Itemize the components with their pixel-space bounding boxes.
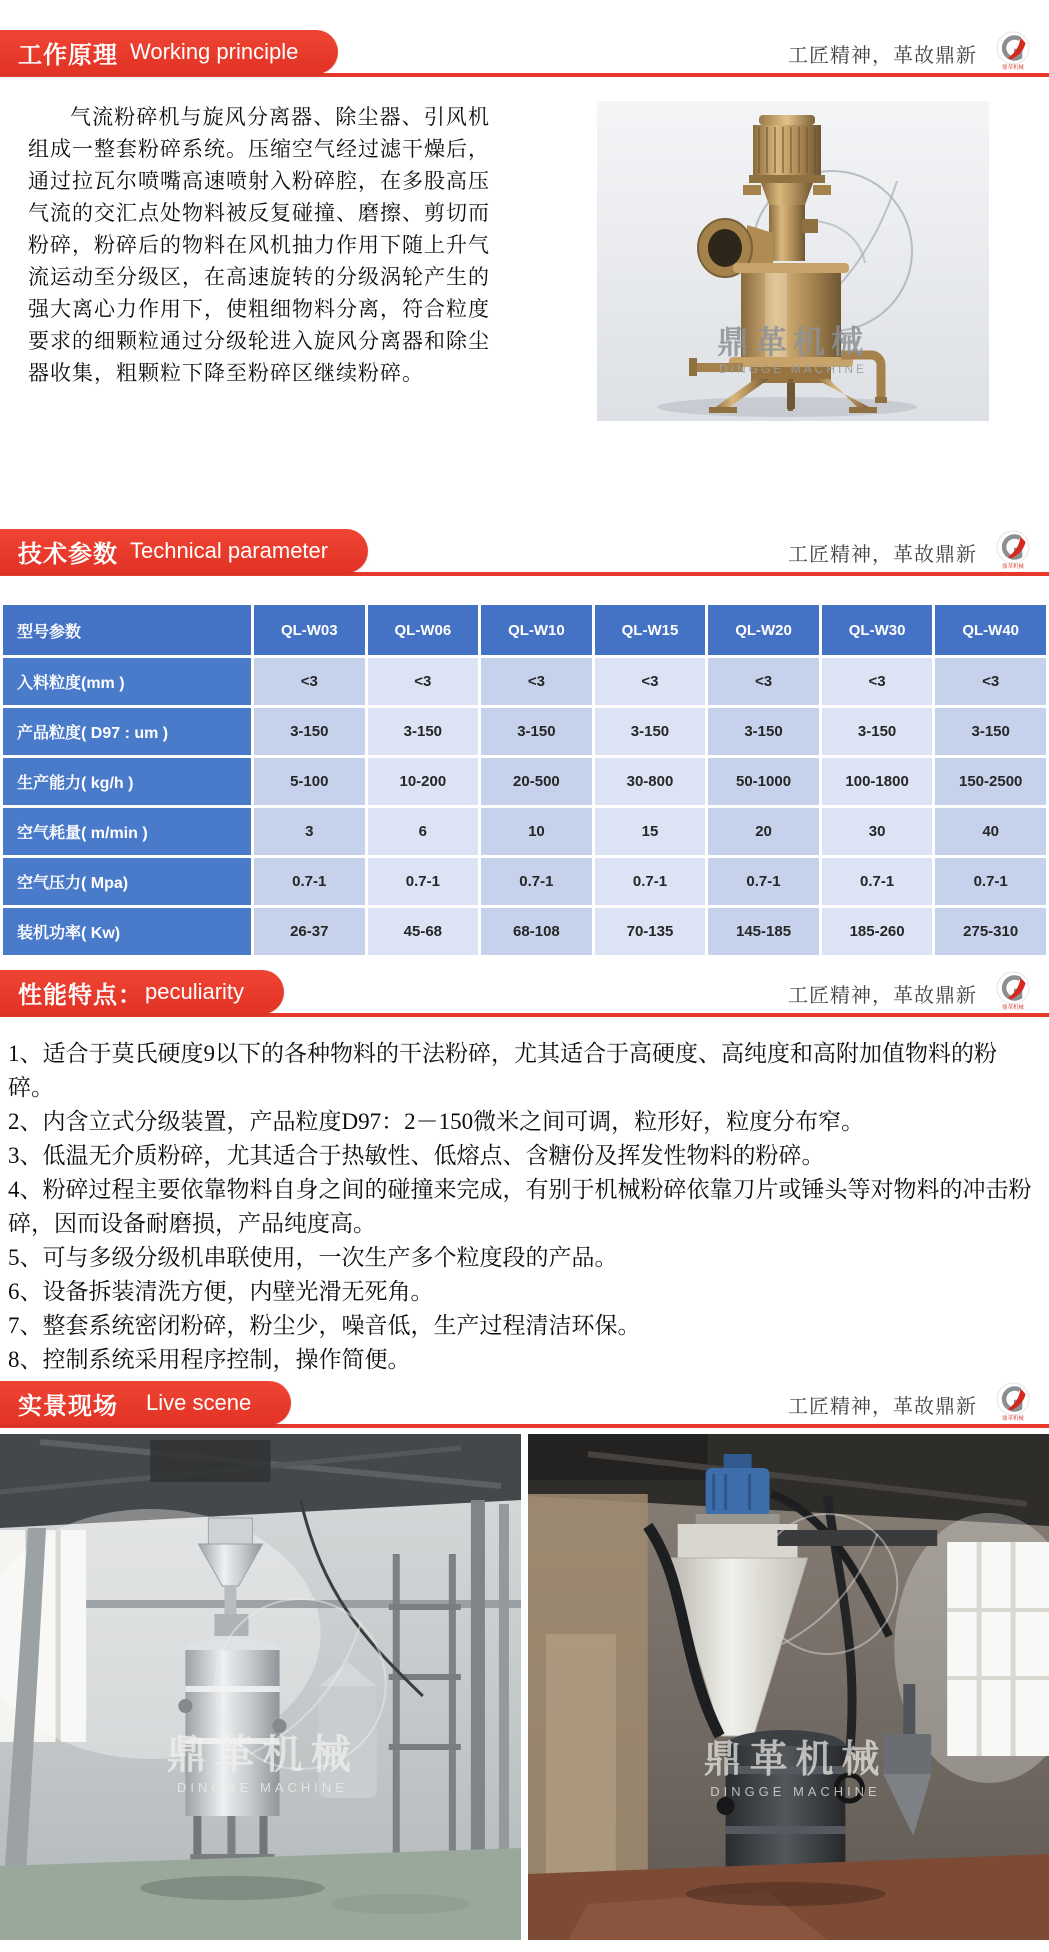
param-value-cell: 45-68	[368, 908, 479, 955]
live-scene-photo-left	[0, 1434, 521, 1940]
section-header-technical-parameter	[0, 529, 1049, 576]
factory-photo-left	[0, 1434, 521, 1940]
param-value-cell: 0.7-1	[822, 858, 933, 905]
param-value-cell: 30-800	[595, 758, 706, 805]
technical-parameter-ribbon	[0, 529, 368, 573]
brand-logo-caption: 鼎革机械	[1002, 65, 1024, 71]
param-value-cell: 40	[935, 808, 1046, 855]
brand-logo-caption: 鼎革机械	[1002, 1416, 1024, 1422]
peculiarity-ribbon	[0, 970, 284, 1014]
brand-slogan: 工匠精神，革故鼎新	[788, 1396, 977, 1418]
param-value-cell: 275-310	[935, 908, 1046, 955]
param-row-label: 装机功率( Kw)	[3, 908, 251, 955]
model-column-header: QL-W30	[822, 605, 933, 655]
brand-logo-icon	[996, 31, 1030, 65]
live-scene-title-en: Live scene	[146, 1390, 252, 1415]
param-value-cell: 3-150	[254, 708, 365, 755]
brand-slogan: 工匠精神，革故鼎新	[788, 544, 977, 566]
brand-logo-icon	[996, 1382, 1030, 1416]
param-value-cell: 20	[708, 808, 819, 855]
feature-item: 2、内含立式分级装置，产品粒度D97：2－150微米之间可调，粒形好，粒度分布窄。	[8, 1109, 865, 1134]
feature-list	[8, 1037, 1041, 1377]
feature-item: 5、可与多级分级机串联使用，一次生产多个粒度段的产品。	[8, 1245, 618, 1270]
param-table-row	[3, 658, 1046, 705]
param-value-cell: 0.7-1	[254, 858, 365, 905]
peculiarity-title-cn: 性能特点：	[18, 981, 143, 1009]
param-value-cell: 100-1800	[822, 758, 933, 805]
model-column-header: QL-W20	[708, 605, 819, 655]
photo-watermark-en: DINGGE MACHINE	[176, 1780, 349, 1795]
live-scene-title-cn: 实景现场	[18, 1392, 118, 1420]
section-header-live-scene	[0, 1381, 1049, 1428]
param-table-row	[3, 908, 1046, 955]
product-watermark-cn: 鼎革机械	[716, 324, 870, 360]
param-value-cell: 0.7-1	[481, 858, 592, 905]
param-value-cell: 3-150	[595, 708, 706, 755]
technical-parameter-title-cn: 技术参数	[18, 540, 118, 568]
param-value-cell: 3-150	[368, 708, 479, 755]
working-principle-title-cn: 工作原理	[18, 41, 118, 69]
brand-logo	[991, 530, 1035, 570]
photo-watermark-cn: 鼎革机械	[703, 1738, 888, 1782]
param-row-label: 生产能力( kg/h )	[3, 758, 251, 805]
working-principle-section	[0, 101, 1049, 423]
brand-logo-icon	[996, 530, 1030, 564]
param-table-head	[3, 605, 1046, 655]
param-value-cell: <3	[935, 658, 1046, 705]
param-value-cell: 10	[481, 808, 592, 855]
param-value-cell: 6	[368, 808, 479, 855]
param-row-label: 空气压力( Mpa)	[3, 858, 251, 905]
param-value-cell: <3	[368, 658, 479, 705]
param-value-cell: 0.7-1	[708, 858, 819, 905]
param-table-header-row	[3, 605, 1046, 655]
param-value-cell: 70-135	[595, 908, 706, 955]
jet-mill-render	[597, 101, 989, 421]
section-header-working-principle	[0, 30, 1049, 77]
param-value-cell: 0.7-1	[368, 858, 479, 905]
brand-logo-icon	[996, 971, 1030, 1005]
param-value-cell: 0.7-1	[935, 858, 1046, 905]
working-principle-paragraph: 气流粉碎机与旋风分离器、除尘器、引风机组成一整套粉碎系统。压缩空气经过滤干燥后，通过拉瓦尔喷嘴高速喷射入粉碎腔，在多股高压气流的交汇点处物料被反复碰撞、磨擦、剪切而粉碎，粉碎后的物料在风机抽力作用下随上升气流运动至分级区，在高速旋转的分级涡轮产生的强大离心力作用下，使粗细物料分离，符合粒度要求的细颗粒通过分级轮进入旋风分离器和除尘器收集，粗颗粒下降至粉碎区继续粉碎。	[28, 105, 490, 385]
working-principle-title-en: Working principle	[130, 39, 299, 64]
param-value-cell: 145-185	[708, 908, 819, 955]
brand-logo	[991, 971, 1035, 1011]
param-value-cell: <3	[708, 658, 819, 705]
param-row-label: 产品粒度( D97 : um )	[3, 708, 251, 755]
feature-item: 3、低温无介质粉碎，尤其适合于热敏性、低熔点、含糖份及挥发性物料的粉碎。	[8, 1143, 825, 1168]
param-value-cell: 68-108	[481, 908, 592, 955]
live-scene-ribbon	[0, 1381, 291, 1425]
model-column-header: QL-W10	[481, 605, 592, 655]
factory-photo-right	[528, 1434, 1049, 1940]
param-value-cell: 3	[254, 808, 365, 855]
feature-item: 7、整套系统密闭粉碎，粉尘少，噪音低，生产过程清洁环保。	[8, 1313, 641, 1338]
table-corner-cell: 型号参数	[3, 605, 251, 655]
feature-item: 4、粉碎过程主要依靠物料自身之间的碰撞来完成，有别于机械粉碎依靠刀片或锤头等对物料的冲击粉碎，因而设备耐磨损，产品纯度高。	[8, 1177, 1032, 1236]
param-table-row	[3, 808, 1046, 855]
param-value-cell: 3-150	[935, 708, 1046, 755]
brand-logo	[991, 1382, 1035, 1422]
param-row-label: 入料粒度(mm )	[3, 658, 251, 705]
photo-watermark-en: DINGGE MACHINE	[710, 1783, 881, 1800]
technical-parameter-table	[0, 602, 1049, 958]
param-value-cell: 30	[822, 808, 933, 855]
brand-logo-caption: 鼎革机械	[1002, 1005, 1024, 1011]
technical-parameter-title-en: Technical parameter	[130, 538, 329, 563]
param-table-row	[3, 858, 1046, 905]
param-value-cell: 3-150	[708, 708, 819, 755]
param-table-row	[3, 758, 1046, 805]
feature-item: 6、设备拆装清洗方便，内壁光滑无死角。	[8, 1279, 434, 1304]
live-scene-photos	[0, 1434, 1049, 1940]
param-value-cell: 50-1000	[708, 758, 819, 805]
product-render-image	[597, 101, 989, 421]
live-scene-photo-right	[528, 1434, 1049, 1940]
param-value-cell: 15	[595, 808, 706, 855]
section-header-peculiarity	[0, 970, 1049, 1017]
param-table-body	[3, 658, 1046, 955]
param-value-cell: <3	[254, 658, 365, 705]
brand-logo	[991, 31, 1035, 71]
param-value-cell: 10-200	[368, 758, 479, 805]
model-column-header: QL-W03	[254, 605, 365, 655]
param-value-cell: <3	[822, 658, 933, 705]
param-value-cell: 3-150	[822, 708, 933, 755]
param-value-cell: 5-100	[254, 758, 365, 805]
model-column-header: QL-W06	[368, 605, 479, 655]
param-value-cell: 26-37	[254, 908, 365, 955]
peculiarity-title-en: peculiarity	[145, 979, 245, 1004]
param-row-label: 空气耗量( m/min )	[3, 808, 251, 855]
brand-slogan: 工匠精神，革故鼎新	[788, 985, 977, 1007]
model-column-header: QL-W40	[935, 605, 1046, 655]
brand-logo-caption: 鼎革机械	[1002, 564, 1024, 570]
feature-item: 1、适合于莫氏硬度9以下的各种物料的干法粉碎，尤其适合于高硬度、高纯度和高附加值物料的粉碎。	[8, 1041, 997, 1100]
working-principle-ribbon	[0, 30, 338, 74]
param-value-cell: 185-260	[822, 908, 933, 955]
product-watermark-en: DINGGE MACHINE	[718, 362, 868, 376]
brand-slogan: 工匠精神，革故鼎新	[788, 45, 977, 67]
model-column-header: QL-W15	[595, 605, 706, 655]
param-table-row	[3, 708, 1046, 755]
param-value-cell: 3-150	[481, 708, 592, 755]
param-value-cell: 20-500	[481, 758, 592, 805]
param-value-cell: 0.7-1	[595, 858, 706, 905]
param-value-cell: 150-2500	[935, 758, 1046, 805]
param-value-cell: <3	[595, 658, 706, 705]
param-value-cell: <3	[481, 658, 592, 705]
feature-item: 8、控制系统采用程序控制，操作简便。	[8, 1347, 411, 1372]
photo-watermark-cn: 鼎革机械	[166, 1733, 359, 1777]
